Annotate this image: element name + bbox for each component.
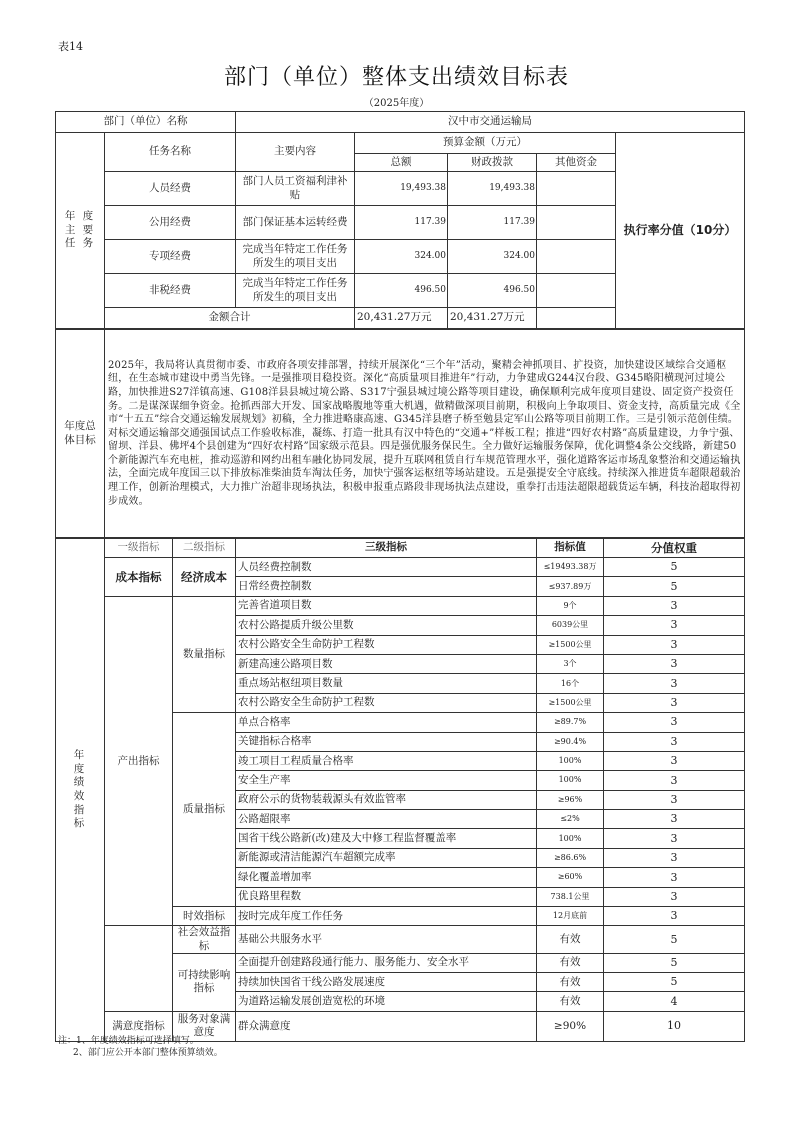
indicator-name: 新能源或清洁能源汽车超额完成率 — [236, 848, 537, 867]
indicator-value: 16个 — [537, 674, 604, 693]
indicator-value: ≥90% — [537, 1011, 604, 1041]
indicator-name: 为道路运输发展创造宽松的环境 — [236, 992, 537, 1011]
sum-fiscal: 20,431.27万元 — [448, 308, 537, 329]
indicator-name: 基础公共服务水平 — [236, 926, 537, 953]
indicator-weight: 3 — [604, 848, 745, 867]
indicator-value: 有效 — [537, 992, 604, 1011]
indicator-value: ≥1500公里 — [537, 635, 604, 654]
indicator-weight: 5 — [604, 953, 745, 972]
indicator-value: 有效 — [537, 953, 604, 972]
indicator-name: 群众满意度 — [236, 1011, 537, 1041]
note-1: 注：1、年度绩效指标可选择填写。 — [58, 1036, 199, 1046]
indicator-name: 单点合格率 — [236, 713, 537, 732]
sum-other — [537, 308, 616, 329]
task-name: 公用经费 — [105, 206, 236, 240]
indicator-level1: 满意度指标 — [105, 1011, 173, 1041]
indicator-name: 农村公路提质升级公里数 — [236, 616, 537, 635]
indicators-header-row — [56, 539, 745, 558]
indicator-weight: 3 — [604, 887, 745, 906]
task-total: 19,493.38 — [355, 172, 448, 206]
tasks-table — [55, 111, 745, 329]
indicator-name: 绿化覆盖增加率 — [236, 868, 537, 887]
task-other — [537, 240, 616, 274]
indicator-weight: 3 — [604, 654, 745, 673]
task-total: 496.50 — [355, 274, 448, 308]
sum-label: 金额合计 — [105, 308, 355, 329]
indicator-value: 12月底前 — [537, 907, 604, 926]
indicator-value: 有效 — [537, 973, 604, 992]
header-level3: 三级指标 — [236, 539, 537, 558]
indicator-value: ≥96% — [537, 790, 604, 809]
task-name: 非税经费 — [105, 274, 236, 308]
department-label: 部门（单位）名称 — [56, 112, 236, 133]
indicator-level2: 经济成本 — [173, 558, 236, 597]
indicator-weight: 3 — [604, 693, 745, 712]
indicator-weight: 3 — [604, 771, 745, 790]
indicator-value: 100% — [537, 751, 604, 770]
page-title: 部门（单位）整体支出绩效目标表 — [223, 65, 569, 90]
indicator-name: 农村公路安全生命防护工程数 — [236, 693, 537, 712]
notes — [58, 1035, 223, 1059]
indicator-weight: 10 — [604, 1011, 745, 1041]
task-content: 完成当年特定工作任务所发生的项目支出 — [236, 240, 355, 274]
indicator-weight: 3 — [604, 713, 745, 732]
indicator-weight: 3 — [604, 810, 745, 829]
indicator-weight: 3 — [604, 674, 745, 693]
indicator-level2: 数量指标 — [173, 596, 236, 712]
task-name: 专项经费 — [105, 240, 236, 274]
indicator-level2: 可持续影响指标 — [173, 953, 236, 1011]
task-content: 部门人员工资福利津补贴 — [236, 172, 355, 206]
indicator-weight: 3 — [604, 635, 745, 654]
indicator-level1: 成本指标 — [105, 558, 173, 597]
indicator-value: ≥86.6% — [537, 848, 604, 867]
execution-rate-score: 执行率分值（10分） — [616, 133, 745, 329]
header-task-name: 任务名称 — [105, 133, 236, 172]
indicator-value: ≥89.7% — [537, 713, 604, 732]
header-total: 总额 — [355, 154, 448, 172]
indicator-name: 日常经费控制数 — [236, 577, 537, 596]
task-fiscal: 117.39 — [448, 206, 537, 240]
indicators-section-label: 年 度 绩 效 指 标 — [56, 539, 105, 1042]
indicator-name: 安全生产率 — [236, 771, 537, 790]
indicator-name: 农村公路安全生命防护工程数 — [236, 635, 537, 654]
task-content: 部门保证基本运转经费 — [236, 206, 355, 240]
indicator-weight: 3 — [604, 751, 745, 770]
table-number: 表14 — [58, 40, 83, 53]
indicator-name: 国省干线公路新(改)建及大中修工程监督覆盖率 — [236, 829, 537, 848]
indicator-level2: 社会效益指标 — [173, 926, 236, 953]
task-name: 人员经费 — [105, 172, 236, 206]
task-fiscal: 19,493.38 — [448, 172, 537, 206]
indicator-value: 有效 — [537, 926, 604, 953]
header-level1: 一级指标 — [105, 539, 173, 558]
department-value: 汉中市交通运输局 — [236, 112, 745, 133]
indicator-weight: 3 — [604, 790, 745, 809]
task-fiscal: 324.00 — [448, 240, 537, 274]
header-weight: 分值权重 — [604, 539, 745, 558]
indicator-name: 按时完成年度工作任务 — [236, 907, 537, 926]
task-total: 117.39 — [355, 206, 448, 240]
indicator-value: ≥60% — [537, 868, 604, 887]
indicator-name: 完善省道项目数 — [236, 596, 537, 615]
indicator-name: 公路超限率 — [236, 810, 537, 829]
indicator-value: 100% — [537, 771, 604, 790]
annual-goal-label: 年度总体目标 — [56, 330, 105, 538]
indicator-weight: 3 — [604, 907, 745, 926]
indicator-name: 持续加快国省干线公路发展速度 — [236, 973, 537, 992]
annual-goal-text: 2025年，我局将认真贯彻市委、市政府各项安排部署，持续开展深化“三个年”活动，聚精会神抓项目、扩投资，加快建设区域综合交通枢纽，在生态城市建设中勇当先锋。一是强推项目稳投资。深化“高质量项目推进年”行动，力争建成G244汉台段、G345略阳横现河过境公路，加快推进S27洋镇高速、G108洋县县城过境公路、S317宁强县城过境公路等项目建设，确保顺利完成年度项目建设、固定资产投资任务。二是谋深谋细争资金。抢抓西部大开发、国家战略腹地等重大机遇，做精做深项目前期，积极向上争取项目、资金支持，高质量完成《全市“十五五”综合交通运输发展规划》初稿，全力推进略康高速、G345洋县磨子桥至勉县定军山公路等项目前期工作。三是引领示范创佳绩。对标交通运输部交通强国试点工作验收标准，凝练、打造一批具有汉中特色的“交通+”样板工程；推进“四好农村路”高质量建设，力争宁强、留坝、洋县、佛坪4个县创建为“四好农村路”国家级示范县。四是强优服务保民生。全力做好运输服务保障，优化调整4条公交线路，新建50个新能源汽车充电桩，推动巡游和网约出租车融化协同发展，提升互联网租赁自行车规范管理水平，强化道路客运市场乱象整治和交通运输执法，全面完成年度国三以下排放标准柴油货车淘汰任务，加快宁强客运枢纽等场站建设。五是强提安全守底线。持续深入推进货车超限超载治理工作，创新治理模式，大力推广治超非现场执法，积极申报重点路段非现场执法点建设，重拳打击违法超限超载货运车辆，科技治超取得初步成效。 — [105, 330, 745, 538]
header-value: 指标值 — [537, 539, 604, 558]
task-content: 完成当年特定工作任务所发生的项目支出 — [236, 274, 355, 308]
indicator-name: 竣工项目工程质量合格率 — [236, 751, 537, 770]
indicator-weight: 5 — [604, 926, 745, 953]
note-2: 2、部门应公开本部门整体预算绩效。 — [73, 1048, 223, 1058]
indicator-weight: 3 — [604, 596, 745, 615]
task-other — [537, 274, 616, 308]
indicator-value: ≤19493.38万 — [537, 558, 604, 577]
indicator-name: 关键指标合格率 — [236, 732, 537, 751]
indicator-weight: 3 — [604, 868, 745, 887]
task-total: 324.00 — [355, 240, 448, 274]
indicator-row — [56, 558, 745, 577]
indicators-table — [55, 538, 745, 1042]
fiscal-year: （2025年度） — [363, 98, 430, 109]
indicator-value: ≤937.89万 — [537, 577, 604, 596]
task-fiscal: 496.50 — [448, 274, 537, 308]
task-other — [537, 206, 616, 240]
header-other: 其他资金 — [537, 154, 616, 172]
header-main-content: 主要内容 — [236, 133, 355, 172]
indicator-weight: 3 — [604, 616, 745, 635]
indicator-level2: 时效指标 — [173, 907, 236, 926]
header-budget-amount: 预算金额（万元） — [355, 133, 616, 154]
indicator-value: 738.1公里 — [537, 887, 604, 906]
header-fiscal: 财政拨款 — [448, 154, 537, 172]
header-level2: 二级指标 — [173, 539, 236, 558]
indicator-weight: 5 — [604, 973, 745, 992]
indicator-name: 全面提升创建路段通行能力、服务能力、安全水平 — [236, 953, 537, 972]
indicator-weight: 5 — [604, 558, 745, 577]
indicator-weight: 5 — [604, 577, 745, 596]
indicator-name: 新建高速公路项目数 — [236, 654, 537, 673]
indicator-weight: 3 — [604, 732, 745, 751]
indicator-weight: 4 — [604, 992, 745, 1011]
indicator-name: 政府公示的货物装载源头有效监管率 — [236, 790, 537, 809]
indicator-value: ≥1500公里 — [537, 693, 604, 712]
indicator-level1: 产出指标 — [105, 596, 173, 926]
task-other — [537, 172, 616, 206]
indicator-name: 重点场站枢纽项目数量 — [236, 674, 537, 693]
indicator-value: 100% — [537, 829, 604, 848]
indicator-row — [56, 596, 745, 615]
annual-goal-table — [55, 329, 745, 538]
indicator-value: ≥90.4% — [537, 732, 604, 751]
indicator-value: 9个 — [537, 596, 604, 615]
indicator-level2: 质量指标 — [173, 713, 236, 907]
indicator-value: ≤2% — [537, 810, 604, 829]
indicator-name: 优良路里程数 — [236, 887, 537, 906]
indicator-row — [56, 926, 745, 953]
annual-tasks-label: 年 度 主 要 任 务 — [56, 133, 105, 329]
sum-total: 20,431.27万元 — [355, 308, 448, 329]
indicator-level1 — [105, 926, 173, 1011]
indicator-value: 3个 — [537, 654, 604, 673]
indicator-name: 人员经费控制数 — [236, 558, 537, 577]
indicator-weight: 3 — [604, 829, 745, 848]
indicator-value: 6039公里 — [537, 616, 604, 635]
indicator-level2: 服务对象满意度 — [173, 1011, 236, 1041]
